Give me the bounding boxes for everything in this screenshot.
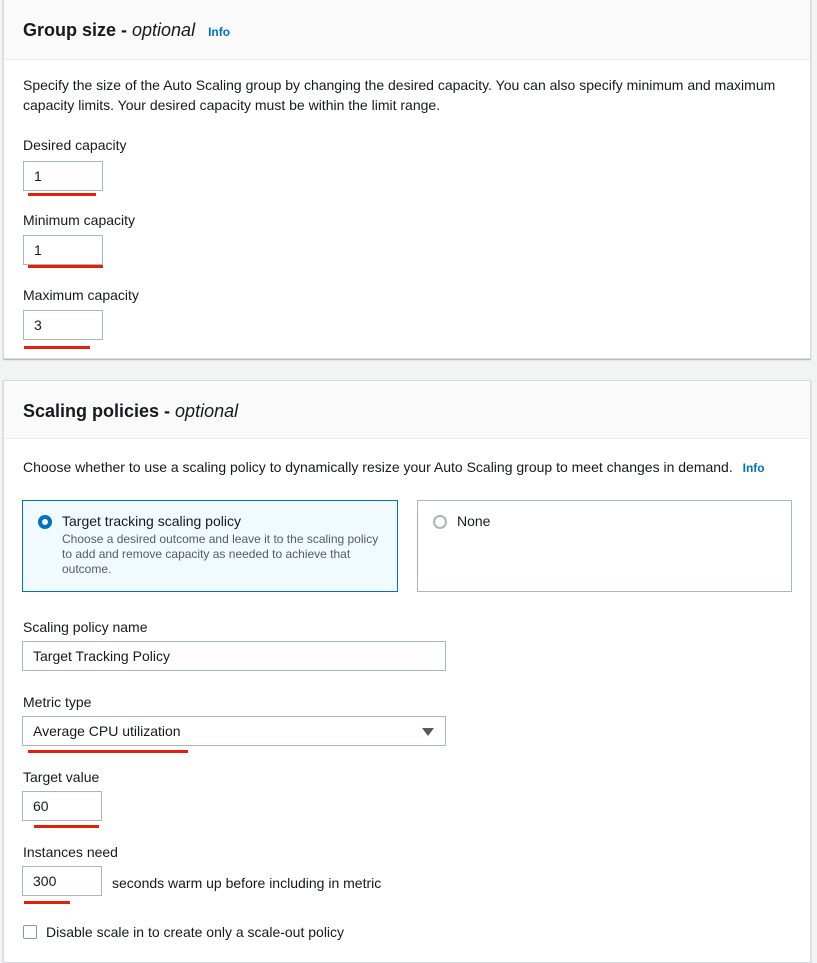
none-radio[interactable] (433, 515, 447, 529)
target-value-input[interactable]: 60 (22, 791, 102, 821)
desired-capacity-annotation (28, 193, 96, 196)
disable-scale-in-checkbox[interactable] (23, 925, 37, 939)
caret-down-icon (422, 728, 434, 736)
desired-capacity-input[interactable]: 1 (23, 161, 103, 191)
scaling-policy-name-input[interactable]: Target Tracking Policy (22, 641, 446, 671)
group-size-description: Specify the size of the Auto Scaling group by changing the desired capacity. You can also specify minimum and maximum capacity limits. Your desired capacity must be within the limit range. (23, 77, 776, 113)
none-option[interactable] (417, 500, 792, 592)
desired-capacity-label: Desired capacity (23, 137, 127, 153)
group-size-title (23, 20, 230, 41)
scaling-policies-title-text: Scaling policies - (23, 401, 176, 421)
metric-type-annotation (28, 750, 188, 753)
maximum-capacity-annotation (24, 346, 90, 349)
group-size-title-optional: optional (132, 20, 196, 40)
disable-scale-in-label: Disable scale in to create only a scale-out policy (46, 924, 345, 940)
scaling-policies-header (4, 381, 810, 439)
minimum-capacity-label: Minimum capacity (23, 212, 136, 228)
metric-type-value: Average CPU utilization (33, 723, 181, 739)
maximum-capacity-label: Maximum capacity (23, 287, 139, 303)
scaling-policies-description (23, 457, 803, 478)
minimum-capacity-annotation (28, 265, 103, 268)
group-size-title-text: Group size - (23, 20, 133, 40)
scaling-policies-panel (3, 380, 811, 963)
group-size-panel (3, 0, 811, 359)
warmup-seconds-input[interactable]: 300 (22, 866, 102, 896)
scaling-policies-title (23, 401, 238, 422)
scaling-policy-name-label: Scaling policy name (23, 619, 148, 635)
scaling-policies-info-link[interactable]: Info (742, 461, 765, 475)
warmup-suffix-text: seconds warm up before including in metric (112, 875, 382, 891)
target-value-annotation (34, 825, 99, 828)
metric-type-select[interactable] (22, 716, 446, 746)
metric-type-label: Metric type (23, 694, 92, 710)
scaling-policies-title-optional: optional (175, 401, 239, 421)
target-tracking-option[interactable] (22, 500, 398, 592)
minimum-capacity-input[interactable]: 1 (23, 235, 103, 265)
group-size-header (4, 0, 810, 60)
maximum-capacity-input[interactable]: 3 (23, 310, 103, 340)
group-size-info-link[interactable]: Info (208, 25, 231, 39)
target-tracking-title: Target tracking scaling policy (62, 513, 241, 529)
instances-need-label: Instances need (23, 844, 118, 860)
target-value-label: Target value (23, 769, 100, 785)
target-tracking-description: Choose a desired outcome and leave it to the scaling policy to add and remove capacity as needed to achieve that outcome. (62, 532, 379, 576)
target-tracking-radio[interactable] (38, 515, 52, 529)
scaling-policies-description-text: Choose whether to use a scaling policy to dynamically resize your Auto Scaling group to meet changes in demand. (23, 459, 733, 475)
warmup-annotation (24, 901, 70, 904)
none-title: None (457, 513, 491, 529)
